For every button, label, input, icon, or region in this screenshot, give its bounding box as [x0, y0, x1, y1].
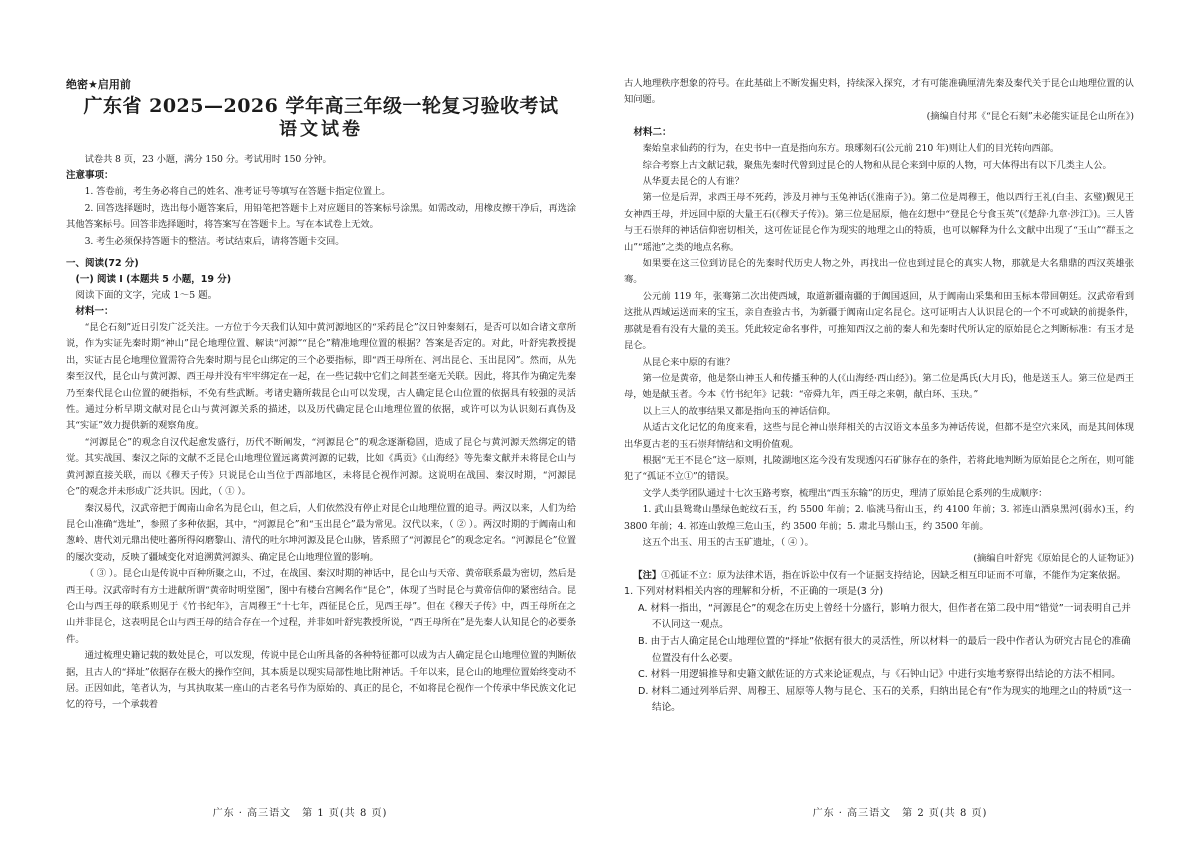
- passage-paragraph: 根据“无王不昆仑”这一原则，扎陵湖地区迄今没有发现透闪石矿脉存在的条件，若将此地判断为原始昆仑之所在，则可能犯了“孤证不立①”的错误。: [624, 454, 1134, 483]
- material-label: 材料二：: [633, 127, 672, 139]
- question-stem: 1. 下列对材料相关内容的理解和分析，不正确的一项是(3 分): [624, 586, 884, 598]
- page-footer: 广东 · 高三语文 第 2 页(共 8 页): [812, 808, 988, 819]
- exam-subtitle: 语文试卷: [279, 119, 363, 140]
- source-citation: (摘编自付邦《“昆仑石刻”未必能实证昆仑山所在》): [926, 110, 1134, 122]
- question-option: A. 材料一指出，“河源昆仑”的观念在历史上曾经十分盛行，影响力很大，但作者在第二段中用“错觉”一词表明自己并不认同这一观点。: [638, 602, 1131, 631]
- passage-paragraph: 从华夏去昆仑的人有谁？: [642, 176, 744, 188]
- source-citation: (摘编自叶舒宪《原始昆仑的人证物证》): [973, 553, 1134, 565]
- passage-paragraph: 以上三人的故事结果又都是指向玉的神话信仰。: [642, 405, 836, 417]
- exam-title: 广东省 2025—2026 学年高三年级一轮复习验收考试: [83, 95, 559, 117]
- question-option: D. 材料二通过列举后羿、周穆王、屈原等人物与昆仑、玉石的关系，归纳出昆仑有“作为现实的地理之山的特质”这一结论。: [638, 685, 1132, 714]
- page-right: [600, 0, 1200, 849]
- passage-paragraph: 如果要在这三位到访昆仑的先秦时代历史人物之外，再找出一位也到过昆仑的真实人物，那就是大名鼎鼎的西汉英雄张骞。: [624, 258, 1134, 286]
- passage-paragraph: 秦始皇求仙药的行为，在史书中一直是指向东方。琅琊刻石(公元前 210 年)则让人们的目光转向西部。: [642, 143, 1060, 155]
- passage-paragraph: 文学人类学团队通过十七次玉路考察，梳理出“西玉东输”的历史，理清了原始昆仑系列的生成顺序：: [642, 487, 1048, 499]
- footnote-text: ①孤证不立：原为法律术语，指在诉讼中仅有一个证据支持结论，因缺乏相互印证而不可靠，不能作为定案依据。: [661, 569, 1127, 581]
- passage-paragraph: 从昆仑来中原的有谁？: [642, 356, 735, 368]
- passage-paragraph: 通过梳理史籍记载的数处昆仑，可以发现，传说中昆仑山所具备的各种特征都可以成为古人确定昆仑山地理位置的判断依据，且古人的“择址”依据存在极大的操作空间，其本质是以现实局部性地比附神话。千年以来，昆仑山的地理位置始终变动不居。正因如此，笔者认为，与其执取某一座山的古老名号作为原始的、真正的昆仑，不如将昆仑视作一个传承中华民族文化记忆的符号，一个承载着: [66, 650, 576, 711]
- material-label: 材料一：: [75, 306, 114, 318]
- section-heading: 一、阅读(72 分): [66, 258, 139, 270]
- notice-item: 2. 回答选择题时，选出每小题答案后，用铅笔把答题卡上对应题目的答案标号涂黑。如需改动，用橡皮擦干净后，再选涂其他答案标号。回答非选择题时，将答案写在答题卡上。写在本试卷上无效。: [66, 202, 576, 231]
- notice-item: 3. 考生必须保持答题卡的整洁。考试结束后，请将答题卡交回。: [84, 235, 345, 247]
- passage-paragraph: 第一位是黄帝，他是祭山神玉人和传播玉种的人(《山海经·西山经》)。第二位是禹氏(大月氏)，他是送玉人。第三位是西王母，她是献玉者。今本《竹书纪年》记载：“帝舜九年，西王母之来朝，献白环、玉玦。”: [624, 372, 1134, 401]
- passage-paragraph: （ ③ ）。昆仑山是传说中百种所聚之山，不过，在战国、秦汉时期的神话中，昆仑山与天帝、黄帝联系最为密切，然后是西王母。汉武帝时有方士进献所谓“黄帝时明堂图”，图中有楼台宫阙名作“昆仑”，体现了当时昆仑与黄帝信仰的紧密结合。昆仑山与西王母的联系则见于《竹书纪年》，言周穆王“十七年，西征昆仑丘，见西王母”。但在《穆天子传》中，西王母所在之山并非昆仑，这表明昆仑山与西王母的结合存在一个过程，并非如叶舒宪教授所说，“西王母所在”是先秦人认知昆仑的必要条件。: [66, 568, 576, 645]
- footnote: [624, 568, 1134, 584]
- subsection-heading: (一) 阅读 Ⅰ (本题共 5 小题，19 分): [75, 274, 232, 286]
- passage-paragraph: 这五个出玉、用玉的古玉矿遗址，（ ④ ）。: [642, 536, 814, 548]
- question-option: B. 由于古人确定昆仑山地理位置的“择址”依据有很大的灵活性，所以材料一的最后一段中作者认为研究古昆仑的准确位置没有什么必要。: [638, 635, 1131, 664]
- footnote-label: 【注】: [633, 569, 662, 581]
- passage-paragraph: 综合考察上古文献记载，聚焦先秦时代曾到过昆仑的人物和从昆仑来到中原的人物，可大体得出有以下几类主人公。: [642, 159, 1112, 171]
- notice-item: 1. 答卷前，考生务必将自己的姓名、准考证号等填写在答题卡指定位置上。: [84, 186, 391, 198]
- passage-paragraph: “昆仑石刻”近日引发广泛关注。一方位于今天我们认知中黄河源地区的“采药昆仑”汉日钟秦刻石，是否可以如合诸文章所说，作为实证先秦时期“神山”昆仑地理位置、解读“河源”“昆仑”精准地理位置的根据？答案是否定的。对此，叶舒宪教授提出，实证古昆仑地理位置需符合先秦时期与昆仑山绑定的三个必要指标，即“西王母所在、河出昆仑、玉出昆冈”。然而，从先秦至汉代，昆仑山与黄河源、西王母并没有牢牢绑定在一起，在一些记载中它们之间甚至毫无关联。因此，将其作为确定先秦乃至秦代昆仑山位置的硬指标，不免有些武断。考诸史籍所载昆仑山可以发现，古人确定昆仑山位置的依据具有较强的灵活性。通过分析早期文献对昆仑山与黄河源关系的描述，以及历代确定昆仑山地理位置的依据，或许可以为认识刻石真伪及其“实证”效力提供新的观察角度。: [66, 322, 576, 432]
- confidential-mark: 绝密★启用前: [66, 78, 131, 91]
- passage-paragraph: 从适古文化记忆的角度来看，这些与昆仑神山崇拜相关的古汉语文本虽多为神话传说，但都不是空穴来风，而是其间体现出华夏古老的玉石崇拜情结和文明价值观。: [624, 422, 1134, 450]
- passage-paragraph: “河源昆仑”的观念自汉代起愈发盛行，历代不断阐发，“河源昆仑”的观念逐渐稳固，造成了昆仑与黄河源天然绑定的错觉。其实战国、秦汉之际的文献不乏昆仑山地理位置远离黄河源的记载，比如《禹贡》《山海经》等先秦文献并未将昆仑山与黄河源直接关联，而以《穆天子传》只说昆仑山当位于西部地区，未将昆仑视作河源。这说明在战国、秦汉时期，“河源昆仑”的观念并未形成广泛共识。因此，（ ① ）。: [66, 436, 576, 498]
- passage-paragraph: 公元前 119 年，张骞第二次出使西域，取道新疆南疆的于阗国返回，从于阗南山采集和田玉标本带回朝廷。汉武帝看到这批从西域运送而来的宝玉，亲自查验古书，为新疆于阗南山定名昆仑。这可证明古人认识昆仑的一个不可或缺的前提条件，那就是看有没有大量的美玉。凭此较定命名事件，可推知西汉之前的秦人和先秦时代所认定的原始昆仑之判断标准：有玉才是昆仑。: [624, 290, 1134, 352]
- page-footer: 广东 · 高三语文 第 1 页(共 8 页): [212, 808, 388, 819]
- passage-paragraph: 1. 武山县鸳鸯山墨绿色蛇纹石玉，约 5500 年前；2. 临洮马衔山玉，约 4100 年前；3. 祁连山酒泉黑河(弱水)玉，约 3800 年前；4. 祁连山敦煌三危山玉，约 3500 年前；5. 肃北马鬃山玉，约 3500 年前。: [624, 504, 1134, 532]
- passage-paragraph: 秦汉易代，汉武帝把于阗南山命名为昆仑山，但之后，人们依然没有停止对昆仑山地理位置的追寻。两汉以来，人们为给昆仑山准确“选址”，参照了多种依据，其中，“河源昆仑”和“玉出昆仑”最为常见。汉代以来，（ ② ）。两汉时期的于阗南山和葱岭、唐代刘元鼎出使吐蕃所得闷磨黎山、清代的吐尔坤河源及昆仑山脉，皆系照了“河源昆仑”的观念定名。“河源昆仑”位置的屡次变动，反映了疆域变化对追溯黄河源头、确定昆仑山地理位置的影响。: [66, 502, 576, 563]
- notice-title: 注意事项：: [66, 170, 114, 182]
- passage-continuation: 古人地理秩序想象的符号。在此基础上不断发掘史料，持续深入探究，才有可能准确厘清先秦及秦代关于昆仑山地理位置的认知问题。: [624, 78, 1134, 106]
- exam-intro: 试卷共 8 页，23 小题，满分 150 分。考试用时 150 分钟。: [84, 154, 332, 165]
- question-option: C. 材料一用逻辑推导和史籍文献佐证的方式来论证观点，与《石钟山记》中进行实地考察得出结论的方法不相同。: [638, 669, 1121, 681]
- reading-instruction: 阅读下面的文字，完成 1～5 题。: [75, 290, 218, 302]
- passage-paragraph: 第一位是后羿，求西王母不死药，涉及月神与玉兔神话(《淮南子》)。第二位是周穆王，他以西行王礼(白圭、玄璧)觐见王女神西王母，并远回中原的大量王石(《穆天子传》)。第三位是屈原，他在幻想中“登昆仑兮食玉英”(《楚辞·九章·涉江》)。三人皆与王石崇拜的神话信仰密切相关，这可佐证昆仑作为现实的地理之山的特质，也可以解释为什么文献中出现了“玉山”“群玉之山”“瑶池”之类的地点名称。: [624, 192, 1134, 253]
